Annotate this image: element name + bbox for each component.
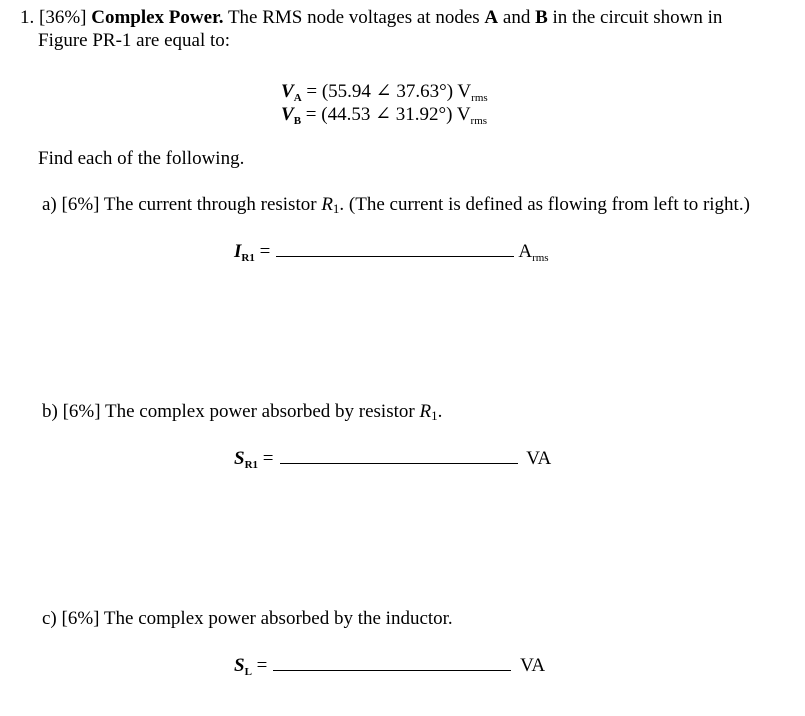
part-a-answer-sub: R1 [241,252,255,264]
part-c-answer [234,655,545,678]
part-a-unit: A [518,241,533,262]
part-c-answer-sub: L [244,666,252,678]
part-c-answer-symbol: S [234,655,245,676]
problem-header [20,7,722,29]
part-b-var: R [419,401,432,422]
node-a-label: A [484,7,499,28]
part-a-question [42,194,750,217]
part-a-text: The current through resistor [103,194,317,215]
va-unit-sub: rms [471,92,488,104]
part-c-answer-blank[interactable] [273,656,511,671]
part-b-answer-sub: R1 [244,459,259,471]
node-b-label: B [535,7,548,28]
problem-weight: [36%] [39,7,87,28]
part-c-weight: [6%] [61,608,100,629]
and-text: and [502,7,531,28]
intro-line-2: Figure PR-1 are equal to: [38,30,231,51]
part-a-var-sub: 1 [332,201,340,216]
vb-unit-sub: rms [470,115,488,127]
part-a-answer-blank[interactable] [276,242,514,257]
intro-text-end: in the circuit shown in [552,7,723,28]
part-c-equals: = [256,655,268,676]
problem-number: 1. [20,7,35,28]
part-c-label: c) [42,608,57,629]
part-b-weight: [6%] [62,401,101,422]
part-a-equals: = [259,241,271,262]
part-b-question [42,401,442,424]
part-b-answer [234,448,551,471]
part-c-question [42,608,453,630]
problem-title: Complex Power. [91,7,224,28]
part-a-label: a) [42,194,57,215]
vb-value: = (44.53 ∠ 31.92°) V [305,104,471,125]
find-text: Find each of the following. [38,148,245,169]
part-a-weight: [6%] [61,194,100,215]
part-a-unit-sub: rms [532,252,549,264]
vb-symbol: V [281,104,294,125]
part-a-answer-symbol: I [234,241,242,262]
part-a-answer [234,241,549,264]
part-b-answer-blank[interactable] [280,449,518,464]
va-value: = (55.94 ∠ 37.63°) V [306,81,472,102]
intro-text: The RMS node voltages at nodes [227,7,480,28]
equation-va [281,80,488,104]
va-subscript: A [293,92,302,104]
part-b-unit: VA [526,448,552,469]
part-b-label: b) [42,401,58,422]
part-a-var: R [321,194,333,215]
va-symbol: V [281,81,294,102]
vb-subscript: B [293,115,302,127]
part-b-answer-symbol: S [234,448,245,469]
part-a-text-after: . (The current is defined as flowing from left to right.) [339,194,750,215]
part-c-unit: VA [520,655,546,676]
part-b-equals: = [262,448,274,469]
part-b-var-sub: 1 [431,408,438,423]
part-b-text-after: . [437,401,443,422]
part-b-text: The complex power absorbed by resistor [104,401,415,422]
equation-vb [281,103,487,127]
part-c-text: The complex power absorbed by the inductor. [103,608,453,629]
